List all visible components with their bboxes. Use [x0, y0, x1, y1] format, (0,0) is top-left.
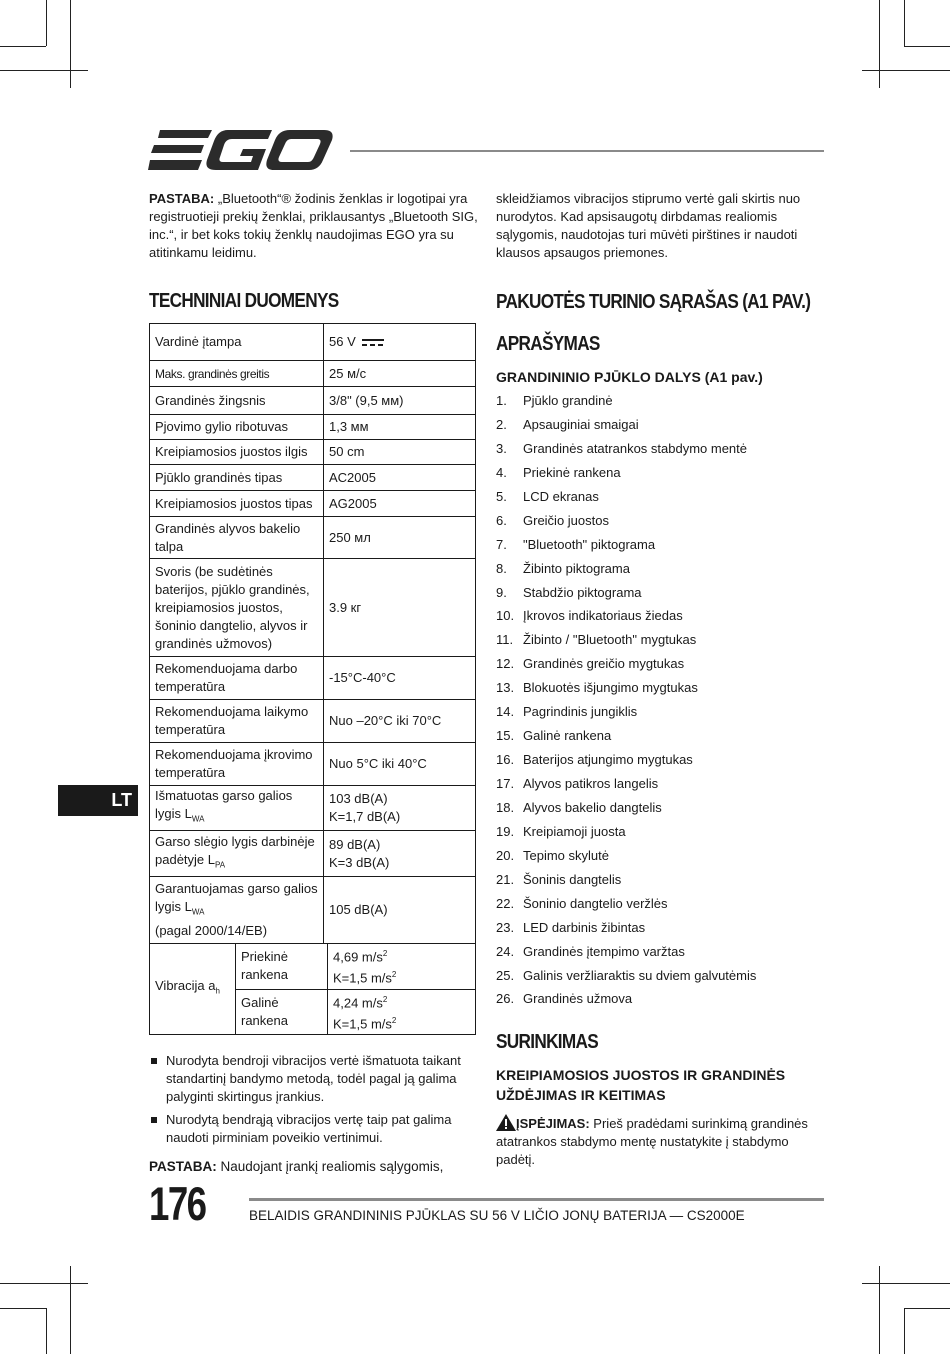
- table-row: [150, 387, 476, 415]
- list-item: [496, 461, 826, 485]
- note-text: „Bluetooth“® žodinis ženklas ir logotipai yra registruotieji prekių ženklai, priklausantys „Bluetooth SIG, inc.“, ir bet koks tokių ženklų naudojimas EGO yra su atitinkamu leidimu.: [149, 191, 478, 260]
- list-item: [496, 389, 826, 413]
- list-item-label: Baterijos atjungimo mygtukas: [523, 752, 693, 768]
- list-item-label: "Bluetooth" piktograma: [523, 536, 656, 552]
- list-item-number: 1.: [496, 393, 507, 408]
- spec-value: Nuo 5°C iki 40°C: [324, 743, 476, 786]
- crop-mark: [904, 1308, 905, 1354]
- spec-label: Rekomenduojama laikymo temperatūra: [150, 700, 324, 743]
- list-item: [496, 628, 826, 652]
- spec-label: Rekomenduojama darbo temperatūra: [150, 657, 324, 700]
- list-item: [496, 748, 826, 772]
- list-item-number: 22.: [496, 895, 515, 911]
- list-item-number: 14.: [496, 704, 515, 720]
- spec-title: TECHNINIAI DUOMENYS: [149, 290, 339, 312]
- list-item: [496, 557, 826, 581]
- footer-title: BELAIDIS GRANDININIS PJŪKLAS SU 56 V LIČIO JONŲ BATERIJA — CS2000E: [249, 1208, 745, 1223]
- spec-value: 89 dB(A) K=3 dB(A): [324, 831, 476, 877]
- dc-symbol-icon: [362, 338, 384, 348]
- spec-value: 3.9 кг: [324, 559, 476, 657]
- list-item-number: 6.: [496, 512, 507, 528]
- list-item: [496, 820, 826, 844]
- list-item: [496, 892, 826, 916]
- table-row: [150, 831, 476, 877]
- list-item: [496, 987, 826, 1011]
- list-item: [496, 509, 826, 533]
- spec-value: 4,69 $m/s^2$ K=1,5 $m/s^2$: [328, 944, 476, 990]
- list-item-label: Grandinės įtempimo varžtas: [523, 943, 685, 959]
- assembly-subtitle: KREIPIAMOSIOS JUOSTOS IR GRANDINĖS UŽDĖJIMAS IR KEITIMAS: [496, 1067, 786, 1104]
- list-item-number: 12.: [496, 656, 515, 672]
- page-number: 176: [149, 1177, 206, 1230]
- list-item-label: LCD ekranas: [523, 488, 599, 504]
- spec-label: Vibracija $a_h$: [150, 944, 236, 1035]
- list-item-number: 21.: [496, 871, 515, 887]
- note-label: PASTABA:: [149, 1159, 217, 1175]
- list-item-number: 18.: [496, 799, 515, 815]
- list-item-label: Pagrindinis jungiklis: [523, 704, 638, 720]
- list-item-label: Pjūklo grandinė: [523, 393, 613, 408]
- assembly-title: SURINKIMAS: [496, 1031, 599, 1054]
- intro-note: [149, 190, 479, 262]
- spec-label: Kreipiamosios juostos tipas: [150, 491, 324, 517]
- list-item: [496, 868, 826, 892]
- list-item-label: Priekinė rankena: [523, 464, 621, 480]
- list-item: [496, 604, 826, 628]
- list-item-number: 3.: [496, 440, 507, 456]
- spec-label: Pjūklo grandinės tipas: [150, 465, 324, 491]
- crop-mark: [904, 1308, 950, 1309]
- spec-value: AC2005: [324, 465, 476, 491]
- spec-label: Išmatuotas garso galios lygis $L_{WA}$: [150, 786, 324, 831]
- spec-sub-label: Galinė rankena: [236, 989, 328, 1035]
- list-item-label: Šoninis dangtelis: [523, 871, 622, 887]
- list-item-label: Alyvos patikros langelis: [523, 776, 659, 791]
- spec-label: Rekomenduojama įkrovimo temperatūra: [150, 743, 324, 786]
- crop-mark: [862, 1283, 950, 1284]
- table-row: [150, 743, 476, 786]
- spec-label: Svoris (be sudėtinės baterijos, pjūklo grandinės, kreipiamosios juostos, šoninio dangtelio, alyvos ir grandinės užmovos): [150, 559, 324, 657]
- list-item-label: Grandinės greičio mygtukas: [523, 656, 685, 672]
- spec-value: 4,24 $m/s^2$ K=1,5 $m/s^2$: [328, 989, 476, 1035]
- spec-value: 105 dB(A): [324, 877, 476, 944]
- list-item-label: Žibinto piktograma: [523, 560, 630, 576]
- crop-mark: [862, 70, 950, 71]
- ego-logo: [148, 128, 333, 174]
- parts-list: [496, 389, 826, 1011]
- crop-mark: [879, 1266, 880, 1354]
- spec-table: [149, 323, 476, 944]
- right-column: [496, 190, 826, 1169]
- table-row: [150, 415, 476, 440]
- list-item-number: 15.: [496, 728, 515, 744]
- table-row: [150, 786, 476, 831]
- crop-mark: [46, 0, 47, 46]
- spec-label: Kreipiamosios juostos ilgis: [150, 440, 324, 465]
- vibration-table: [149, 943, 476, 1035]
- crop-mark: [46, 1308, 47, 1354]
- list-item-label: Blokuotės išjungimo mygtukas: [523, 680, 698, 696]
- spec-value: 1,3 мм: [324, 415, 476, 440]
- table-row: [150, 361, 476, 387]
- spec-sub-label: Priekinė rankena: [236, 944, 328, 990]
- footer-rule: [249, 1198, 824, 1201]
- language-tab: LT: [58, 785, 138, 816]
- list-item-label: Šoninio dangtelio veržlės: [523, 895, 668, 911]
- crop-mark: [0, 46, 46, 47]
- list-item-number: 11.: [496, 632, 514, 648]
- table-row: [150, 517, 476, 559]
- list-item-number: 9.: [496, 584, 507, 600]
- list-item-number: 4.: [496, 464, 507, 480]
- spec-value: 25 м/с: [324, 361, 476, 387]
- list-item: [496, 676, 826, 700]
- warning-note: [496, 1114, 826, 1169]
- spec-value: AG2005: [324, 491, 476, 517]
- list-item-label: Tepimo skylutė: [523, 847, 609, 863]
- list-item: [496, 413, 826, 437]
- table-row: [150, 657, 476, 700]
- list-item-number: 17.: [496, 776, 515, 791]
- left-column: [149, 190, 479, 1176]
- list-item-number: 7.: [496, 536, 507, 552]
- list-item: [496, 844, 826, 868]
- crop-mark: [70, 0, 71, 88]
- warning-label: ĮSPĖJIMAS:: [516, 1116, 590, 1132]
- spec-label: Pjovimo gylio ribotuvas: [150, 415, 324, 440]
- spec-value: Nuo –20°C iki 70°C: [324, 700, 476, 743]
- list-item-number: 10.: [496, 608, 515, 624]
- table-row: [150, 700, 476, 743]
- continued-text: skleidžiamos vibracijos stiprumo vertė gali skirtis nuo nurodytos. Kad apsisaugotų dirbdamas realiomis sąlygomis, naudotojas turi mūvėti pirštines ir naudoti klausos apsaugos priemones.: [496, 191, 801, 260]
- table-row: [150, 944, 476, 990]
- list-item-number: 26.: [496, 991, 515, 1007]
- table-row: [150, 559, 476, 657]
- list-item: [496, 700, 826, 724]
- spec-label: Grandinės žingsnis: [150, 387, 324, 415]
- spec-value: 50 cm: [324, 440, 476, 465]
- list-item: [496, 652, 826, 676]
- list-item-label: Kreipiamoji juosta: [523, 823, 626, 839]
- list-item: [496, 724, 826, 748]
- parts-title: GRANDININIO PJŪKLO DALYS (A1 pav.): [496, 369, 763, 385]
- list-item: [496, 940, 826, 964]
- table-row: [150, 465, 476, 491]
- list-item-label: Galinis veržliaraktis su dviem galvutėmis: [523, 967, 757, 983]
- list-item-number: 19.: [496, 823, 515, 839]
- header-rule: [350, 150, 824, 152]
- list-item-label: LED darbinis žibintas: [523, 919, 646, 935]
- list-item: [496, 533, 826, 557]
- spec-value: 250 мл: [324, 517, 476, 559]
- list-item-number: 24.: [496, 943, 515, 959]
- list-item-label: Grandinės užmova: [523, 991, 633, 1007]
- crop-mark: [0, 70, 88, 71]
- crop-mark: [904, 46, 950, 47]
- crop-mark: [904, 0, 905, 46]
- table-row: [150, 324, 476, 361]
- vibration-notes: [149, 1052, 479, 1147]
- list-item-number: 2.: [496, 416, 507, 432]
- list-item-number: 5.: [496, 488, 507, 504]
- crop-mark: [70, 1266, 71, 1354]
- packing-title: PAKUOTĖS TURINIO SĄRAŠAS (A1 PAV.): [496, 291, 811, 313]
- table-row: [150, 877, 476, 944]
- list-item-label: Galinė rankena: [523, 728, 612, 744]
- spec-value: 103 dB(A) K=1,7 dB(A): [324, 786, 476, 831]
- list-item: [496, 796, 826, 820]
- spec-label: Garantuojamas garso galios lygis $L_{WA}$ (pagal 2000/14/EB): [150, 877, 324, 944]
- spec-value: 3/8" (9,5 мм): [324, 387, 476, 415]
- spec-label: Maks. grandinės greitis: [150, 361, 324, 387]
- spec-label: Grandinės alyvos bakelio talpa: [150, 517, 324, 559]
- spec-label: Garso slėgio lygis darbinėje padėtyje $L_{PA}$: [150, 831, 324, 877]
- list-item-number: 13.: [496, 680, 515, 696]
- note-text: Naudojant įrankį realiomis sąlygomis,: [216, 1159, 444, 1175]
- warning-icon: [496, 1114, 516, 1131]
- list-item: [496, 437, 826, 461]
- list-item: [496, 916, 826, 940]
- crop-mark: [0, 1283, 88, 1284]
- list-item-number: 20.: [496, 847, 515, 863]
- list-item-number: 25.: [496, 967, 515, 983]
- list-item: [496, 485, 826, 509]
- crop-mark: [0, 1308, 46, 1309]
- bottom-note: [149, 1158, 479, 1176]
- note-label: PASTABA:: [149, 191, 215, 206]
- crop-mark: [879, 0, 880, 88]
- list-item-label: Apsauginiai smaigai: [523, 416, 639, 432]
- list-item-number: 16.: [496, 752, 515, 768]
- list-item: [496, 581, 826, 605]
- list-item-number: 23.: [496, 919, 515, 935]
- list-item-label: Greičio juostos: [523, 512, 609, 528]
- list-item-number: 8.: [496, 560, 507, 576]
- spec-label: Vardinė įtampa: [150, 324, 324, 361]
- table-row: [150, 491, 476, 517]
- table-row: [150, 440, 476, 465]
- spec-value: 56 V: [324, 324, 476, 361]
- description-title: APRAŠYMAS: [496, 333, 600, 355]
- spec-value: -15°C-40°C: [324, 657, 476, 700]
- list-item: Nurodytą bendrąją vibracijos vertę taip pat galima naudoti pirminiam poveikio vertinimui.: [149, 1111, 479, 1147]
- list-item-label: Įkrovos indikatoriaus žiedas: [523, 608, 683, 624]
- list-item: [496, 964, 826, 988]
- list-item-label: Alyvos bakelio dangtelis: [523, 799, 662, 815]
- list-item: [496, 772, 826, 796]
- list-item-label: Grandinės atatrankos stabdymo mentė: [523, 440, 748, 456]
- list-item: Nurodyta bendroji vibracijos vertė išmatuota taikant standartinį bandymo metodą, todėl pagal ją galima palyginti skirtingus įrankius.: [149, 1052, 479, 1106]
- list-item-label: Stabdžio piktograma: [523, 584, 642, 600]
- warning-text: Prieš pradėdami surinkimą grandinės atatrankos stabdymo mentę nustatykite į stabdymo padėtį.: [496, 1116, 808, 1168]
- list-item-label: Žibinto / "Bluetooth" mygtukas: [523, 632, 697, 648]
